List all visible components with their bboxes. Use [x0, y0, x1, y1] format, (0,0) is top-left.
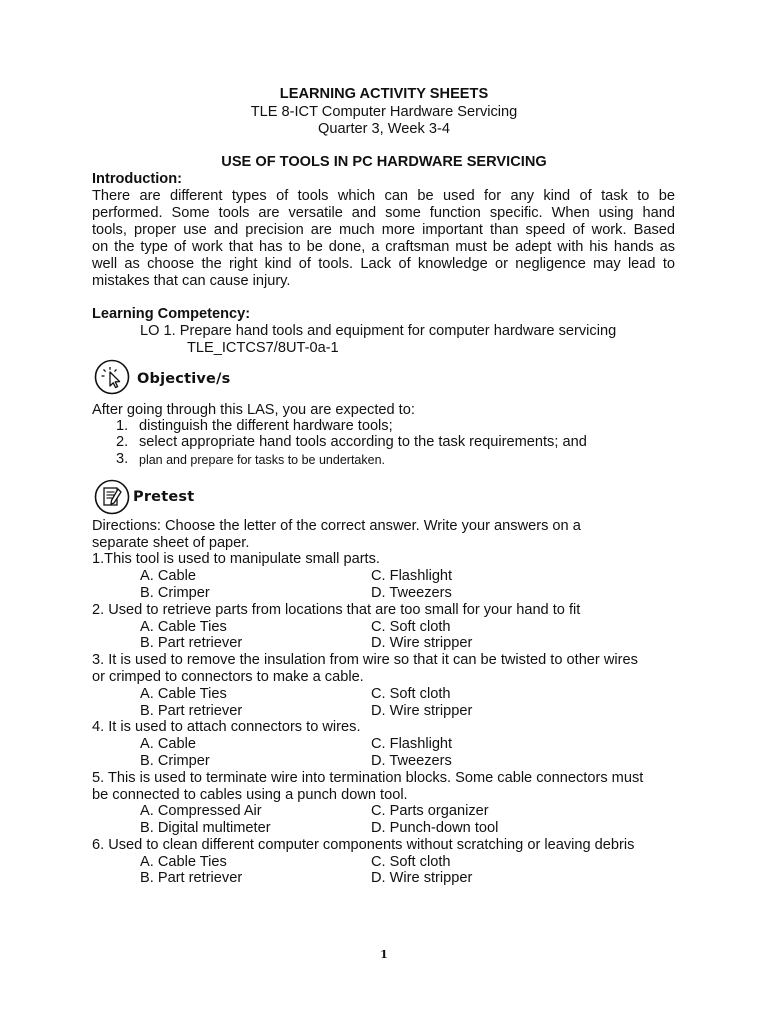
intro-line: tools, proper use and precision are much more important than speed of work. Based — [92, 222, 675, 238]
sheet-title: LEARNING ACTIVITY SHEETS — [279, 86, 489, 102]
choice: D. Tweezers — [371, 753, 452, 769]
choice: C. Soft cloth — [371, 686, 451, 702]
objective-item: select appropriate hand tools according to the task requirements; and — [139, 434, 587, 450]
choice: A. Cable Ties — [140, 619, 227, 635]
objective-item: distinguish the different hardware tools; — [139, 418, 393, 434]
choice: D. Wire stripper — [371, 870, 473, 886]
objectives-intro: After going through this LAS, you are expected to: — [92, 402, 415, 418]
intro-line: mistakes that can cause injury. — [92, 273, 291, 289]
choice: B. Part retriever — [140, 635, 243, 651]
intro-line: well as choose the right kind of tools. Lack of knowledge or negligence may lead to — [92, 256, 675, 272]
introduction-heading: Introduction: — [92, 171, 182, 187]
intro-line: performed. Some tools are versatile and some function specific. When using hand — [92, 205, 675, 221]
subject-line: TLE 8-ICT Computer Hardware Servicing — [250, 104, 518, 120]
competency-code: TLE_ICTCS7/8UT-0a-1 — [187, 340, 339, 356]
choice: C. Flashlight — [371, 568, 453, 584]
objective-number: 1. — [116, 418, 129, 434]
objectives-heading: Objective/s — [137, 371, 231, 387]
question-5: be connected to cables using a punch down tool. — [92, 787, 408, 803]
choice: D. Tweezers — [371, 585, 452, 601]
topic-title: USE OF TOOLS IN PC HARDWARE SERVICING — [221, 154, 547, 170]
choice: B. Crimper — [140, 585, 210, 601]
pretest-directions: Directions: Choose the letter of the correct answer. Write your answers on a — [92, 518, 581, 534]
choice: D. Wire stripper — [371, 635, 473, 651]
choice: A. Cable Ties — [140, 854, 227, 870]
choice: B. Part retriever — [140, 870, 243, 886]
question-6: 6. Used to clean different computer components without scratching or leaving debris — [92, 837, 635, 853]
cursor-click-icon — [94, 359, 130, 395]
competency-lo: LO 1. Prepare hand tools and equipment for computer hardware servicing — [140, 323, 617, 339]
question-3: 3. It is used to remove the insulation from wire so that it can be twisted to other wires — [92, 652, 638, 668]
period-line: Quarter 3, Week 3-4 — [318, 121, 450, 137]
objective-item: plan and prepare for tasks to be undertaken. — [139, 453, 385, 467]
question-2: 2. Used to retrieve parts from locations that are too small for your hand to fit — [92, 602, 581, 618]
choice: C. Flashlight — [371, 736, 453, 752]
competency-heading: Learning Competency: — [92, 306, 251, 322]
choice: A. Cable — [140, 568, 196, 584]
question-4: 4. It is used to attach connectors to wires. — [92, 719, 361, 735]
pencil-paper-icon — [94, 479, 130, 515]
choice: C. Soft cloth — [371, 854, 451, 870]
pretest-heading: Pretest — [133, 489, 195, 505]
objective-number: 3. — [116, 451, 129, 467]
choice: C. Parts organizer — [371, 803, 489, 819]
choice: B. Crimper — [140, 753, 210, 769]
intro-line: There are different types of tools which can be used for any kind of task to be — [92, 188, 675, 204]
choice: A. Compressed Air — [140, 803, 262, 819]
choice: A. Cable Ties — [140, 686, 227, 702]
page-number: 1 — [380, 948, 388, 961]
question-3: or crimped to connectors to make a cable. — [92, 669, 364, 685]
intro-line: on the type of work that has to be done, a craftsman must be adept with his hands as — [92, 239, 675, 255]
choice: D. Punch-down tool — [371, 820, 499, 836]
question-1: 1.This tool is used to manipulate small parts. — [92, 551, 380, 567]
choice: C. Soft cloth — [371, 619, 451, 635]
choice: D. Wire stripper — [371, 703, 473, 719]
choice: B. Digital multimeter — [140, 820, 271, 836]
question-5: 5. This is used to terminate wire into termination blocks. Some cable connectors must — [92, 770, 644, 786]
pretest-directions: separate sheet of paper. — [92, 535, 250, 551]
choice: B. Part retriever — [140, 703, 243, 719]
choice: A. Cable — [140, 736, 196, 752]
objective-number: 2. — [116, 434, 129, 450]
